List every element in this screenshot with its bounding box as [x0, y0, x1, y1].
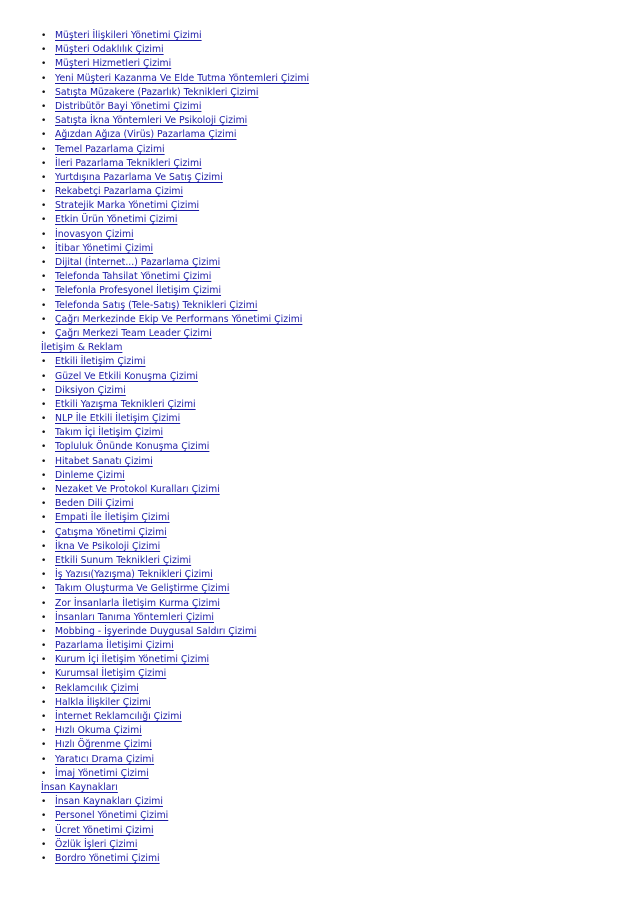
- list-item: [0, 72, 638, 86]
- list-item-link[interactable]: Nezaket Ve Protokol Kuralları Çizimi: [55, 484, 220, 495]
- list-item: [0, 86, 638, 100]
- list-item-link[interactable]: Diksiyon Çizimi: [55, 384, 126, 396]
- bullet-icon: •: [41, 754, 47, 765]
- bullet-icon: •: [41, 399, 47, 410]
- list-item: [0, 384, 638, 398]
- list-item: [0, 809, 638, 823]
- list-item: [0, 157, 638, 171]
- list-item-link[interactable]: İnovasyon Çizimi: [55, 228, 134, 240]
- bullet-icon: •: [41, 626, 47, 637]
- list-item: [0, 313, 638, 327]
- list-item-link[interactable]: İtibar Yönetimi Çizimi: [55, 242, 154, 254]
- bullet-icon: •: [41, 811, 47, 822]
- list-item-link[interactable]: Personel Yönetimi Çizimi: [55, 810, 169, 822]
- bullet-icon: •: [41, 541, 47, 552]
- bullet-icon: •: [41, 470, 47, 481]
- bullet-icon: •: [41, 31, 47, 41]
- list-item-link[interactable]: Satışta Müzakere (Pazarlık) Teknikleri Çizimi: [55, 86, 259, 98]
- bullet-icon: •: [41, 158, 47, 169]
- list-item-link[interactable]: Telefonda Satış (Tele-Satış) Teknikleri Çizimi: [55, 299, 258, 311]
- bullet-icon: •: [41, 442, 47, 453]
- list-item-link[interactable]: Dijital (İnternet...) Pazarlama Çizimi: [55, 257, 221, 268]
- list-item: [0, 327, 638, 341]
- section-heading-link[interactable]: İletişim & Reklam: [41, 342, 123, 354]
- section-heading: [0, 781, 638, 795]
- bullet-icon: •: [41, 101, 47, 112]
- list-item: [0, 554, 638, 568]
- list-item-link[interactable]: Hitabet Sanatı Çizimi: [55, 455, 153, 467]
- bullet-icon: •: [41, 598, 47, 609]
- list-item-link[interactable]: Hızlı Okuma Çizimi: [55, 725, 142, 737]
- list-item: [0, 256, 638, 270]
- list-item-link[interactable]: Takım İçi İletişim Çizimi: [55, 427, 164, 439]
- list-item-link[interactable]: İkna Ve Psikoloji Çizimi: [55, 540, 161, 552]
- list-item-link[interactable]: Distribütör Bayi Yönetimi Çizimi: [55, 100, 202, 112]
- list-item: [0, 653, 638, 667]
- list-item: [0, 455, 638, 469]
- bullet-icon: •: [41, 187, 47, 198]
- bullet-icon: •: [41, 272, 47, 283]
- section-heading: [0, 341, 638, 355]
- list-item: [0, 682, 638, 696]
- list-item-link[interactable]: Müşteri Odaklılık Çizimi: [55, 44, 164, 56]
- list-item: [0, 440, 638, 454]
- bullet-icon: •: [41, 570, 47, 581]
- bullet-icon: •: [41, 130, 47, 141]
- bullet-icon: •: [41, 414, 47, 425]
- bullet-icon: •: [41, 641, 47, 652]
- list-item-link[interactable]: Temel Pazarlama Çizimi: [55, 143, 165, 155]
- bullet-icon: •: [41, 527, 47, 538]
- bullet-icon: •: [41, 740, 47, 751]
- list-item-link[interactable]: Halkla İlişkiler Çizimi: [55, 696, 151, 708]
- list-item-link[interactable]: İş Yazısı(Yazışma) Teknikleri Çizimi: [55, 569, 213, 581]
- list-item: [0, 128, 638, 142]
- bullet-icon: •: [41, 357, 47, 368]
- list-item: [0, 639, 638, 653]
- list-item-link[interactable]: Stratejik Marka Yönetimi Çizimi: [55, 200, 200, 212]
- list-item: [0, 724, 638, 738]
- list-item-link[interactable]: Müşteri Hizmetleri Çizimi: [55, 58, 172, 70]
- list-item: [0, 100, 638, 114]
- list-item: [0, 284, 638, 298]
- bullet-icon: •: [41, 683, 47, 694]
- bullet-icon: •: [41, 328, 47, 339]
- bullet-icon: •: [41, 172, 47, 183]
- list-item-link[interactable]: Satışta İkna Yöntemleri Ve Psikoloji Çizimi: [55, 115, 248, 127]
- list-item-link[interactable]: Çağrı Merkezi Team Leader Çizimi: [55, 327, 212, 339]
- bullet-icon: •: [41, 825, 47, 836]
- list-item-link[interactable]: Telefonda Tahsilat Yönetimi Çizimi: [55, 271, 212, 283]
- list-item: [0, 710, 638, 724]
- list-item-link[interactable]: Yurtdışına Pazarlama Ve Satış Çizimi: [55, 171, 223, 183]
- list-item-link[interactable]: Çatışma Yönetimi Çizimi: [55, 526, 167, 538]
- list-item-link[interactable]: Etkili Sunum Teknikleri Çizimi: [55, 554, 192, 566]
- list-item-link[interactable]: Telefonla Profesyonel İletişim Çizimi: [55, 285, 222, 297]
- bullet-icon: •: [41, 839, 47, 850]
- section-heading-link[interactable]: İnsan Kaynakları: [41, 781, 118, 793]
- bullet-icon: •: [41, 584, 47, 595]
- list-item: [0, 171, 638, 185]
- list-item-link[interactable]: Ağızdan Ağıza (Virüs) Pazarlama Çizimi: [55, 129, 237, 141]
- bullet-icon: •: [41, 201, 47, 212]
- list-item-link[interactable]: Ücret Yönetimi Çizimi: [55, 824, 154, 836]
- list-item-link[interactable]: Reklamcılık Çizimi: [55, 682, 139, 694]
- list-item-link[interactable]: Pazarlama İletişimi Çizimi: [55, 640, 174, 652]
- list-item-link[interactable]: Zor İnsanlarla İletişim Kurma Çizimi: [55, 597, 221, 609]
- list-item-link[interactable]: Yaratıcı Drama Çizimi: [55, 753, 155, 765]
- bullet-icon: •: [41, 300, 47, 311]
- bullet-icon: •: [41, 371, 47, 382]
- list-item-link[interactable]: Topluluk Önünde Konuşma Çizimi: [55, 441, 210, 453]
- list-item: [0, 199, 638, 213]
- list-item-link[interactable]: Beden Dili Çizimi: [55, 498, 134, 510]
- list-item-link[interactable]: Bordro Yönetimi Çizimi: [55, 852, 160, 864]
- bullet-icon: •: [41, 314, 47, 325]
- list-item-link[interactable]: Etkili Yazışma Teknikleri Çizimi: [55, 398, 196, 410]
- list-item: [0, 667, 638, 681]
- list-item: [0, 838, 638, 852]
- list-item: [0, 242, 638, 256]
- bullet-icon: •: [41, 73, 47, 84]
- list-item: [0, 738, 638, 752]
- list-item-link[interactable]: Mobbing - İşyerinde Duygusal Saldırı Çizimi: [55, 625, 257, 637]
- bullet-icon: •: [41, 243, 47, 254]
- list-item-link[interactable]: Çağrı Merkezinde Ekip Ve Performans Yönetimi Çizimi: [55, 313, 303, 325]
- list-item: [0, 568, 638, 582]
- list-item-link[interactable]: İnternet Reklamcılığı Çizimi: [55, 711, 182, 722]
- bullet-icon: •: [41, 697, 47, 708]
- list-item: [0, 412, 638, 426]
- list-item-link[interactable]: Takım Oluşturma Ve Geliştirme Çizimi: [55, 583, 230, 595]
- list-item: [0, 143, 638, 157]
- list-item-link[interactable]: Müşteri İlişkileri Yönetimi Çizimi: [55, 30, 202, 41]
- list-item: [0, 582, 638, 596]
- list-item: [0, 469, 638, 483]
- list-item: [0, 795, 638, 809]
- list-item-link[interactable]: Hızlı Öğrenme Çizimi: [55, 739, 152, 751]
- list-item: [0, 611, 638, 625]
- list-item: [0, 852, 638, 866]
- list-item: [0, 540, 638, 554]
- bullet-icon: •: [41, 116, 47, 127]
- list-item-link[interactable]: Etkin Ürün Yönetimi Çizimi: [55, 214, 178, 226]
- bullet-icon: •: [41, 768, 47, 779]
- bullet-icon: •: [41, 655, 47, 666]
- bullet-icon: •: [41, 456, 47, 467]
- list-item-link[interactable]: Kurumsal İletişim Çizimi: [55, 668, 167, 680]
- list-item-link[interactable]: Empati İle İletişim Çizimi: [55, 512, 170, 524]
- list-item-link[interactable]: İnsanları Tanıma Yöntemleri Çizimi: [55, 611, 215, 623]
- bullet-icon: •: [41, 45, 47, 56]
- bullet-icon: •: [41, 87, 47, 98]
- list-item-link[interactable]: Etkili İletişim Çizimi: [55, 356, 146, 368]
- list-item-link[interactable]: Dinleme Çizimi: [55, 469, 125, 481]
- list-item: [0, 398, 638, 412]
- list-item: [0, 114, 638, 128]
- list-item: [0, 696, 638, 710]
- list-item-link[interactable]: Yeni Müşteri Kazanma Ve Elde Tutma Yöntemleri Çizimi: [55, 72, 310, 84]
- bullet-icon: •: [41, 555, 47, 566]
- bullet-icon: •: [41, 712, 47, 722]
- bullet-icon: •: [41, 499, 47, 510]
- list-item: [0, 213, 638, 227]
- bullet-icon: •: [41, 428, 47, 439]
- list-item: [0, 43, 638, 57]
- list-item: [0, 597, 638, 611]
- list-item: [0, 370, 638, 384]
- list-item-link[interactable]: İleri Pazarlama Teknikleri Çizimi: [55, 157, 202, 169]
- list-item-link[interactable]: İnsan Kaynakları Çizimi: [55, 796, 163, 808]
- bullet-icon: •: [41, 59, 47, 70]
- list-item: [0, 767, 638, 781]
- list-item: [0, 483, 638, 497]
- bullet-icon: •: [41, 229, 47, 240]
- list-item-link[interactable]: İmaj Yönetimi Çizimi: [55, 767, 149, 779]
- bullet-icon: •: [41, 726, 47, 737]
- list-item: [0, 497, 638, 511]
- bullet-icon: •: [41, 215, 47, 226]
- bullet-icon: •: [41, 258, 47, 268]
- list-item: [0, 299, 638, 313]
- list-item-link[interactable]: Rekabetçi Pazarlama Çizimi: [55, 186, 184, 198]
- list-item: [0, 355, 638, 369]
- list-item: [0, 29, 638, 43]
- bullet-icon: •: [41, 513, 47, 524]
- bullet-icon: •: [41, 853, 47, 864]
- list-item-link[interactable]: Kurum İçi İletişim Yönetimi Çizimi: [55, 654, 210, 666]
- list-item: [0, 511, 638, 525]
- bullet-icon: •: [41, 485, 47, 495]
- list-item: [0, 753, 638, 767]
- list-item: [0, 185, 638, 199]
- list-item: [0, 824, 638, 838]
- list-item: [0, 228, 638, 242]
- bullet-icon: •: [41, 797, 47, 808]
- list-item: [0, 526, 638, 540]
- list-item-link[interactable]: Özlük İşleri Çizimi: [55, 838, 138, 850]
- bullet-icon: •: [41, 669, 47, 680]
- bullet-icon: •: [41, 385, 47, 396]
- bullet-icon: •: [41, 286, 47, 297]
- list-item-link[interactable]: Güzel Ve Etkili Konuşma Çizimi: [55, 370, 198, 382]
- bullet-icon: •: [41, 144, 47, 155]
- bullet-icon: •: [41, 612, 47, 623]
- list-item: [0, 625, 638, 639]
- list-item: [0, 57, 638, 71]
- list-item: [0, 426, 638, 440]
- list-item-link[interactable]: NLP İle Etkili İletişim Çizimi: [55, 413, 181, 425]
- list-item: [0, 270, 638, 284]
